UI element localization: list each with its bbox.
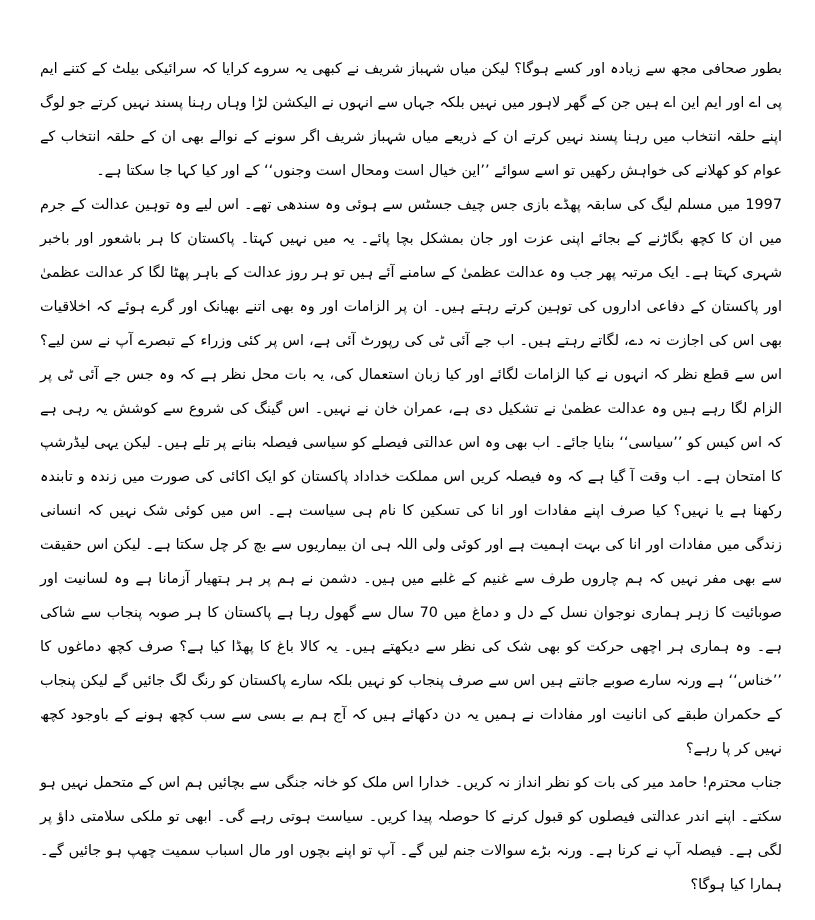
article-body xyxy=(40,52,782,902)
paragraph-1: بطور صحافی مجھ سے زیادہ اور کسے ہوگا؟ لیکن میاں شہباز شریف نے کبھی یہ سروے کرایا کہ سرائیکی بیلٹ کے کتنے ایم پی اے اور ایم این اے ہیں جن کے گھر لاہور میں نہیں بلکہ جہاں سے انہوں نے الیکشن لڑا وہاں رہنا پسند نہیں کرتے جو لوگ اپنے حلقہ انتخاب میں رہنا پسند نہیں کرتے ان کے ذریعے میاں شہباز شریف اگر سونے کے نوالے بھی ان کے حلقہ انتخاب کے عوام کو کھلانے کی خواہش رکھیں تو اسے سوائے ’’این خیال است ومحال است وجنوں‘‘ کے اور کیا کہا جا سکتا ہے۔ xyxy=(40,61,782,179)
paragraph-2: 1997 میں مسلم لیگ کی سابقہ پھڈے بازی جس چیف جسٹس سے ہوئی وہ سندھی تھے۔ اس لیے وہ توہین عدالت کے جرم میں ان کا کچھ بگاڑنے کے بجائے اپنی عزت اور جان بمشکل بچا پائے۔ یہ میں نہیں کہتا۔ پاکستان کا ہر باشعور اور باخبر شہری کہتا ہے۔ ایک مرتبہ پھر جب وہ عدالت عظمیٰ کے سامنے آئے ہیں تو ہر روز عدالت کے باہر پھٹا لگا کر عدالت عظمیٰ اور پاکستان کے دفاعی اداروں کی توہین کرتے رہتے ہیں۔ ان پر الزامات اور وہ بھی اتنے بھیانک اور گرے ہوئے کہ اخلاقیات بھی اس کی اجازت نہ دے، لگاتے رہتے ہیں۔ اب جے آئی ٹی کی رپورٹ آئی ہے، اس پر کئی وزراء کے تبصرے آپ نے سن لیے؟ اس سے قطع نظر کہ انہوں نے کیا الزامات لگائے اور کیا زبان استعمال کی، یہ بات محل نظر ہے کہ وہ جس جے آئی ٹی پر الزام لگا رہے ہیں وہ عدالت عظمیٰ نے تشکیل دی ہے، عمران خان نے نہیں۔ اس گینگ کی شروع سے کوشش یہ رہی ہے کہ اس کیس کو ’’سیاسی‘‘ بنایا جائے۔ اب بھی وہ اس عدالتی فیصلے کو سیاسی فیصلہ بنانے پر تلے ہیں۔ لیکن یہی لیڈرشپ کا امتحان ہے۔ اب وقت آ گیا ہے کہ وہ فیصلہ کریں اس مملکت خداداد پاکستان کو ایک اکائی کی صورت میں زندہ و تابندہ رکھنا ہے یا نہیں؟ کیا صرف اپنے مفادات اور انا کی تسکین کا نام ہی سیاست ہے۔ اس میں کوئی شک نہیں کہ انسانی زندگی میں مفادات اور انا کی بہت اہمیت ہے اور کوئی ولی اللہ ہی ان بیماریوں سے بچ کر چل سکتا ہے۔ لیکن اس حقیقت سے بھی مفر نہیں کہ ہم چاروں طرف سے غنیم کے غلبے میں ہیں۔ دشمن نے ہم پر ہر ہتھیار آزمانا ہے وہ لسانیت اور صوبائیت کا زہر ہماری نوجوان نسل کے دل و دماغ میں 70 سال سے گھول رہا ہے پاکستان کا ہر صوبہ پنجاب سے شاکی ہے۔ وہ ہماری ہر اچھی حرکت کو بھی شک کی نظر سے دیکھتے ہیں۔ یہ کالا باغ کا پھڈا کیا ہے؟ صرف کچھ دماغوں کا ’’خناس‘‘ ہے ورنہ سارے صوبے جانتے ہیں اس سے صرف پنجاب کو نہیں بلکہ سارے پاکستان کو رنگ لگ جائیں گے لیکن پنجاب کے حکمران طبقے کی انانیت اور مفادات نے ہمیں یہ دن دکھائے ہیں کہ آج ہم بے بسی سے سب کچھ ہونے کے باوجود کچھ نہیں کر پا رہے؟ xyxy=(40,197,782,757)
paragraph-3: جناب محترم! حامد میر کی بات کو نظر انداز نہ کریں۔ خدارا اس ملک کو خانہ جنگی سے بچائیں ہم اس کے متحمل نہیں ہو سکتے۔ اپنے اندر عدالتی فیصلوں کو قبول کرنے کا حوصلہ پیدا کریں۔ سیاست ہوتی رہے گی۔ ابھی تو ملکی سلامتی داؤ پر لگی ہے۔ فیصلہ آپ نے کرنا ہے۔ ورنہ بڑے سوالات جنم لیں گے۔ آپ تو اپنے بچوں اور مال اسباب سمیت چھپ ہو جائیں گے۔ ہمارا کیا ہوگا؟ xyxy=(40,775,782,893)
